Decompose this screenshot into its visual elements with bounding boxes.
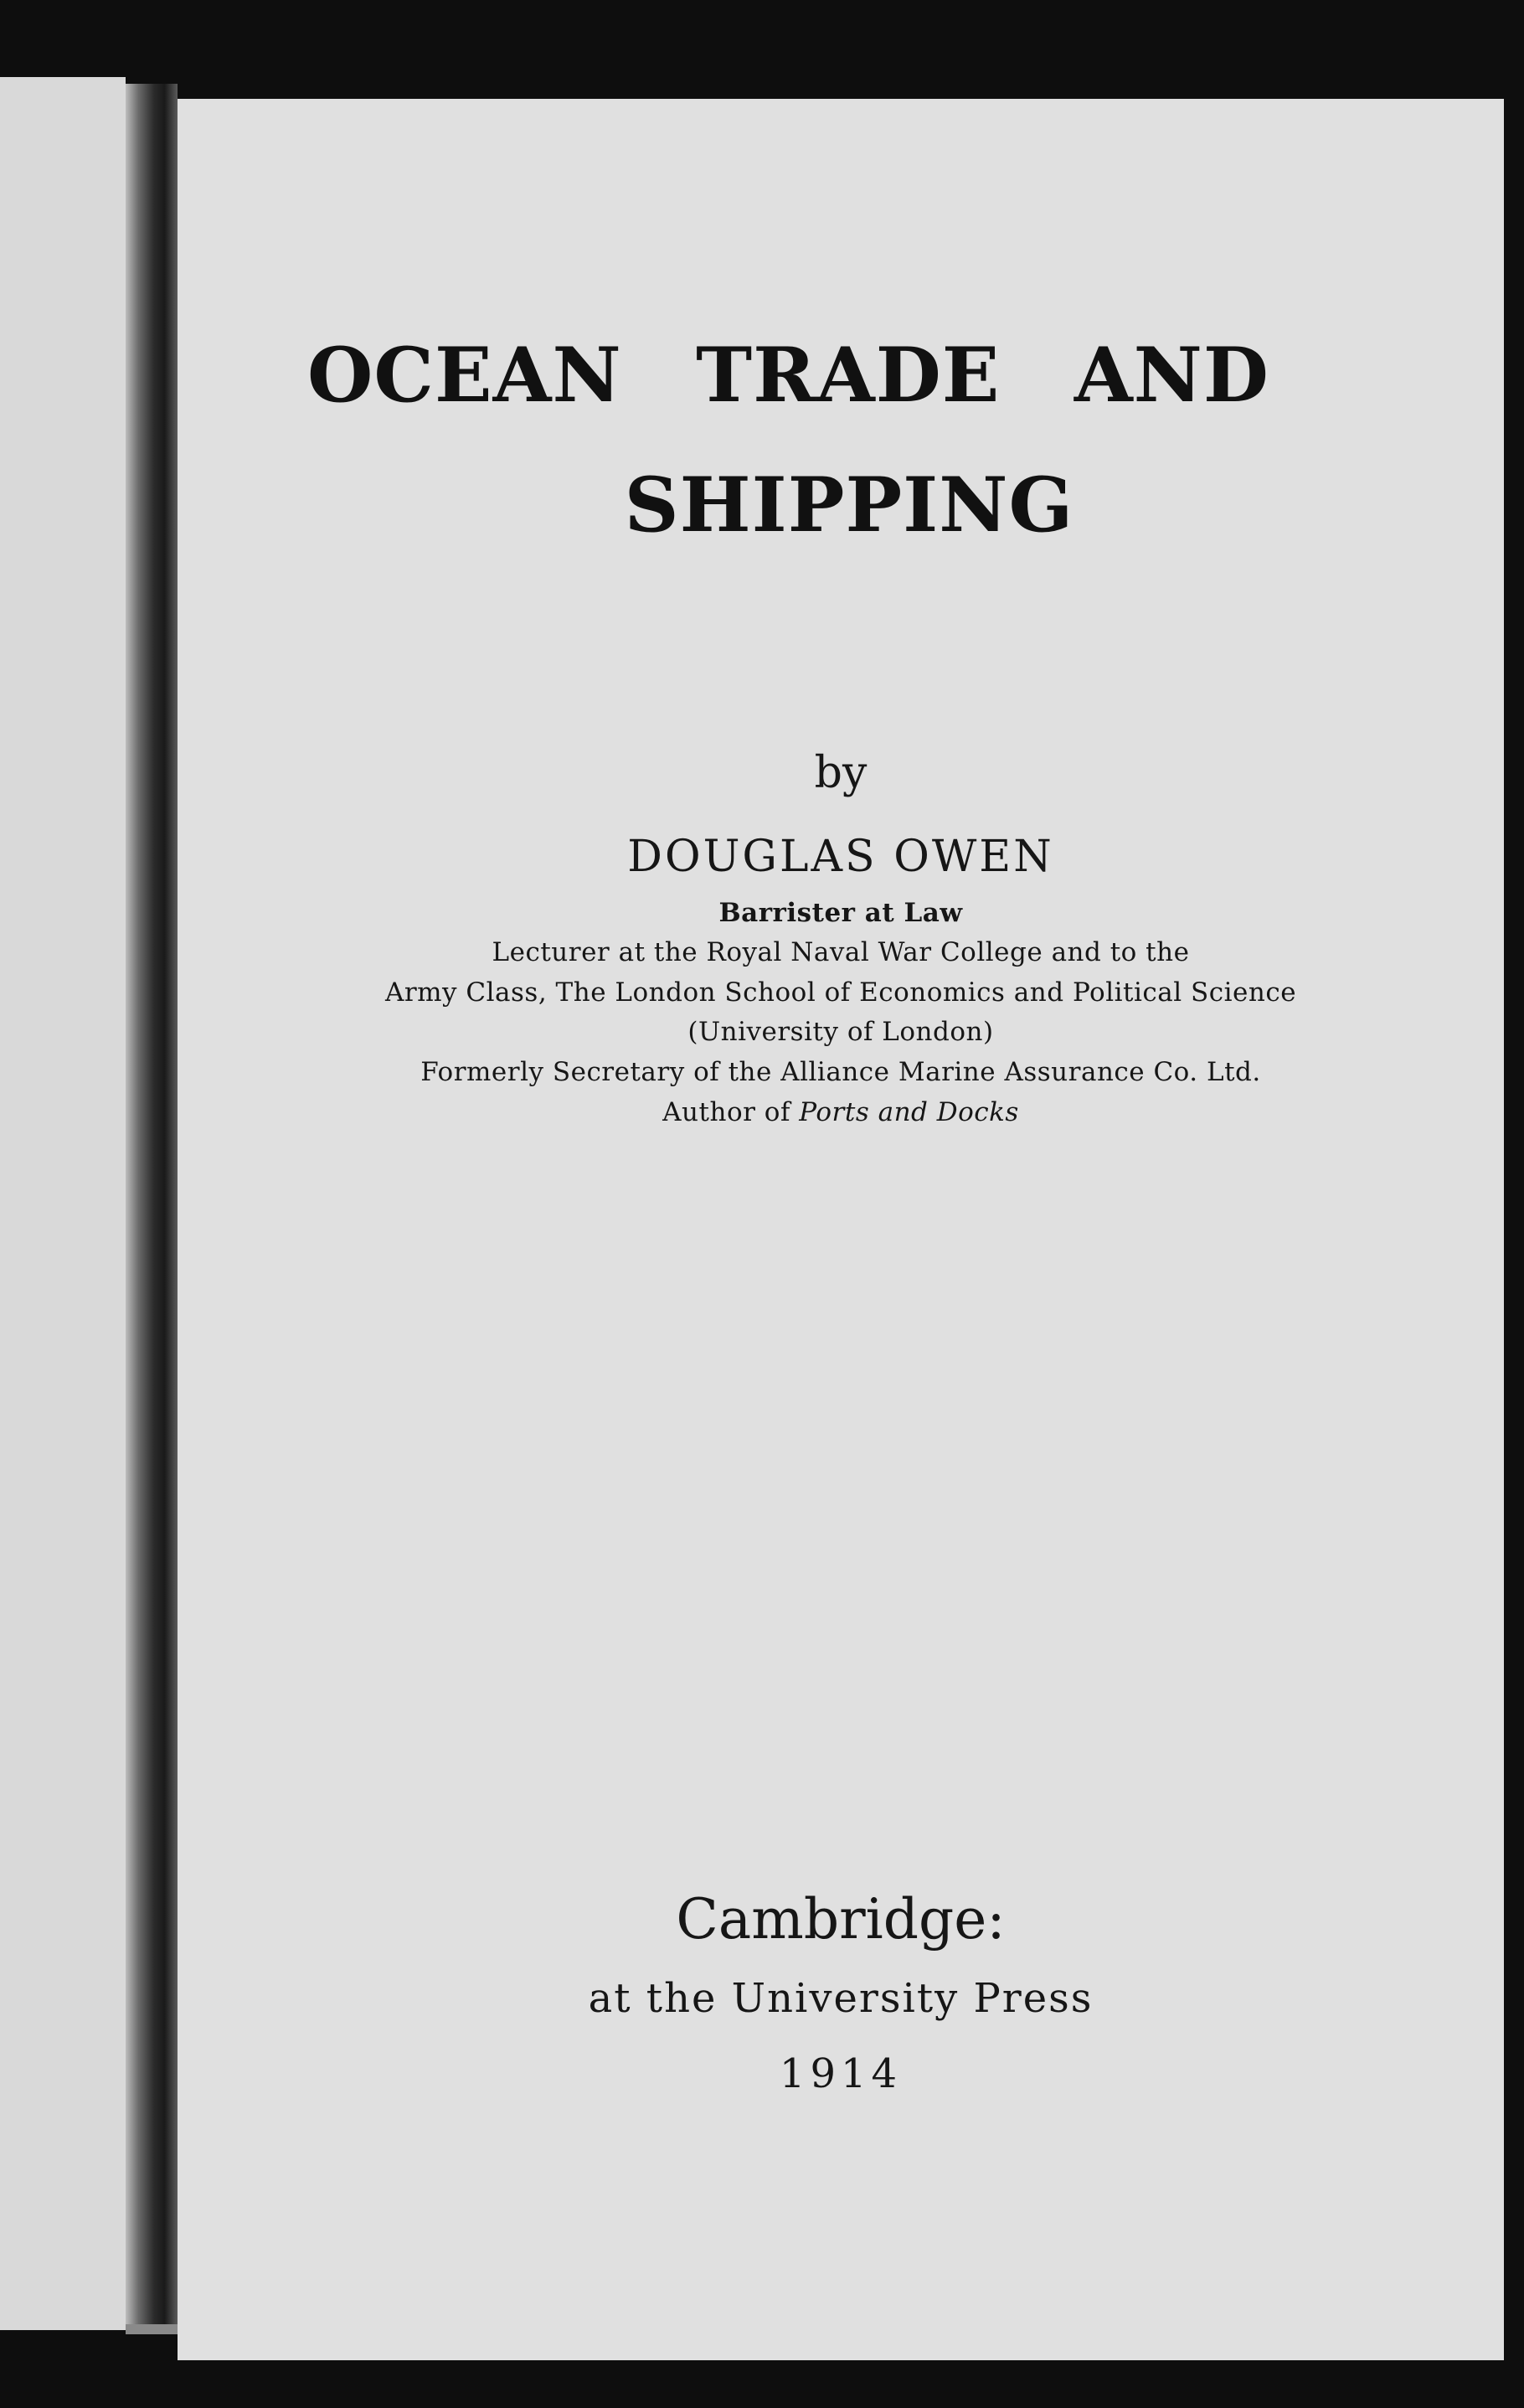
title-word-2: TRADE — [696, 331, 1001, 420]
title-line-1 — [307, 331, 1269, 420]
credential-former-secretary: Formerly Secretary of the Alliance Marine Assurance Co. Ltd. — [420, 1057, 1261, 1087]
facing-page-edge — [0, 77, 126, 2330]
title-word-3: AND — [1073, 331, 1269, 420]
book-gutter — [126, 84, 178, 2328]
credential-lecturer: Lecturer at the Royal Naval War College and to the — [492, 937, 1190, 967]
author-of-work-title: Ports and Docks — [799, 1097, 1019, 1127]
credential-author-of — [178, 1092, 1504, 1132]
title-word-1: OCEAN — [307, 331, 622, 420]
imprint-place: Cambridge: — [676, 1887, 1006, 1952]
title-line-2: SHIPPING — [624, 461, 1074, 549]
author-name: DOUGLAS OWEN — [627, 832, 1054, 882]
title-page — [178, 99, 1504, 2360]
imprint-press: at the University Press — [588, 1975, 1094, 2022]
imprint-year: 1914 — [779, 2050, 903, 2097]
credential-barrister: Barrister at Law — [718, 898, 963, 928]
author-of-prefix: Author of — [662, 1097, 790, 1127]
credential-army-class: Army Class, The London School of Economics and Political Science — [384, 977, 1297, 1008]
credential-university: (University of London) — [687, 1017, 994, 1047]
byline: by — [814, 748, 868, 798]
